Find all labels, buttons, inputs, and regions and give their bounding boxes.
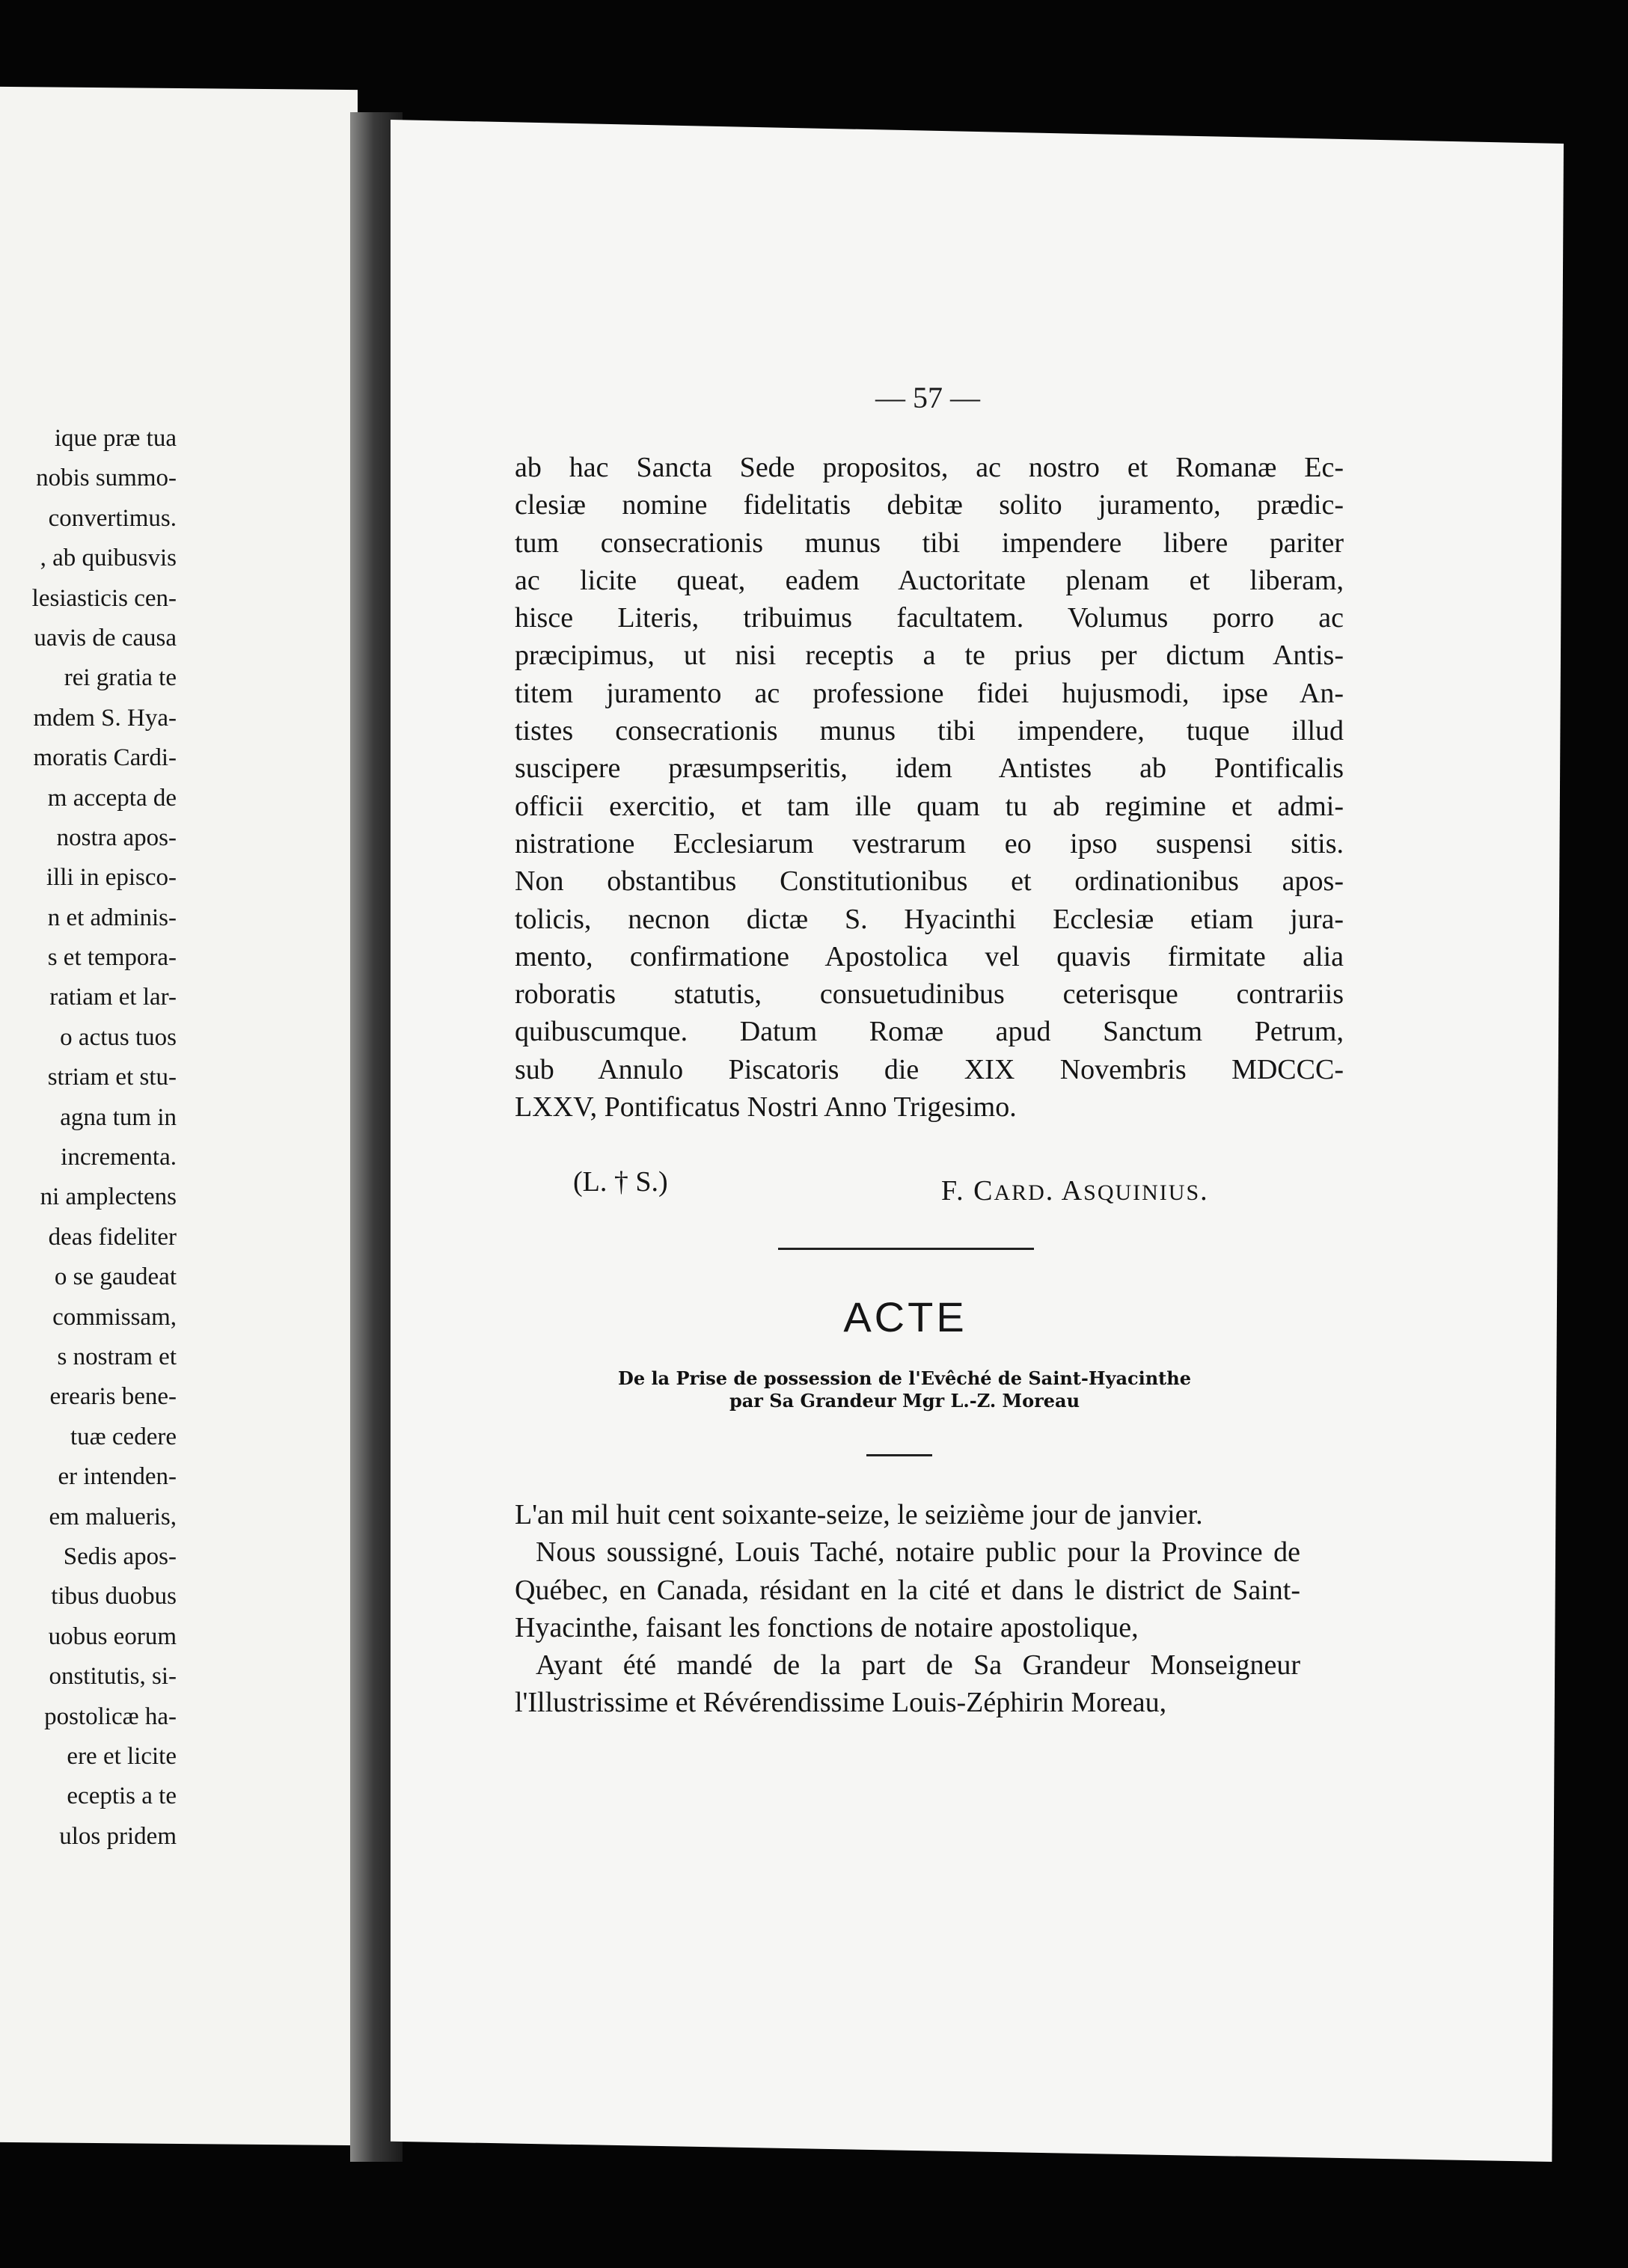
text-line: officii exercitio, et tam ille quam tu ab regimine et admi- (515, 790, 1344, 822)
text-line: clesiæ nomine fidelitatis debitæ solito juramento, prædic- (515, 489, 1344, 521)
left-line: o actus tuos (60, 1023, 177, 1051)
signature-part: F. C (941, 1175, 994, 1207)
left-line: em malueris, (49, 1503, 177, 1530)
left-line: moratis Cardi- (33, 744, 177, 772)
subtitle-line: De la Prise de possession de l'Evêché de Saint-Hyacinthe (618, 1367, 1191, 1389)
subtitle-line: par Sa Grandeur Mgr L.-Z. Moreau (729, 1390, 1080, 1412)
left-line: s nostram et (57, 1343, 177, 1370)
latin-text-block (515, 449, 1344, 1126)
left-line: agna tum in (60, 1103, 177, 1131)
text-line: tolicis, necnon dictæ S. Hyacinthi Ecclesiæ etiam jura- (515, 903, 1344, 935)
left-line: tuæ cedere (70, 1423, 177, 1450)
left-line: rei gratia te (64, 664, 177, 692)
left-line: onstitutis, si- (49, 1663, 177, 1691)
left-line: illi in episco- (46, 864, 177, 892)
text-line: sub Annulo Piscatoris die XIX Novembris MDCCC- (515, 1053, 1344, 1085)
left-line: s et tempora- (47, 944, 177, 972)
text-line: hisce Literis, tribuimus facultatem. Volumus porro ac (515, 602, 1344, 634)
text-line: mento, confirmatione Apostolica vel quavis firmitate alia (515, 940, 1344, 972)
signature-part: . (1200, 1175, 1209, 1207)
text-line: quibuscumque. Datum Romæ apud Sanctum Petrum, (515, 1016, 1344, 1048)
text-line: nistratione Ecclesiarum vestrarum eo ipso suspensi sitis. (515, 827, 1344, 859)
text-line: ab hac Sancta Sede propositos, ac nostro et Romanæ Ec- (515, 452, 1344, 483)
left-line: Sedis apos- (63, 1542, 177, 1570)
left-line: ique præ tua (54, 425, 177, 452)
section-subtitle (534, 1367, 1275, 1412)
left-line: uobus eorum (48, 1622, 177, 1650)
text-line: suscipere præsumpseritis, idem Antistes ab Pontificalis (515, 753, 1344, 785)
left-line: postolicæ ha- (44, 1702, 177, 1730)
left-line: ratiam et lar- (49, 984, 177, 1011)
text-line: roboratis statutis, consuetudinibus ceterisque contrariis (515, 978, 1344, 1011)
left-page-text (0, 419, 177, 1857)
french-text-block (515, 1496, 1300, 1722)
section-title: ACTE (843, 1293, 967, 1340)
left-line: er intenden- (58, 1463, 177, 1491)
paragraph: Ayant été mandé de la part de Sa Grandeur Monseigneur l'Illustrissime et Révérendissime Louis-Zéphirin Moreau, (515, 1649, 1300, 1719)
text-line: tistes consecrationis munus tibi impendere, tuque illud (515, 715, 1344, 747)
right-page (391, 120, 1564, 2162)
signature (941, 1174, 1209, 1207)
left-line: mdem S. Hya- (33, 704, 177, 732)
short-divider (866, 1454, 932, 1456)
text-line: ac licite queat, eadem Auctoritate plenam et liberam, (515, 564, 1344, 596)
left-line: ni amplectens (40, 1183, 177, 1211)
left-line: m accepta de (47, 784, 177, 812)
left-line: striam et stu- (47, 1064, 177, 1091)
left-line: lesiasticis cen- (31, 584, 177, 612)
left-line: uavis de causa (34, 624, 177, 652)
left-line: o se gaudeat (54, 1263, 177, 1291)
left-line: deas fideliter (48, 1223, 177, 1251)
left-line: commissam, (52, 1303, 177, 1331)
signature-part: SQUINIUS (1083, 1180, 1201, 1205)
signature-part: ARD (994, 1180, 1046, 1205)
page-number: — 57 — (875, 381, 980, 414)
text-line: titem juramento ac professione fidei hujusmodi, ipse An- (515, 677, 1344, 709)
text-line: LXXV, Pontificatus Nostri Anno Trigesimo. (515, 1091, 1017, 1124)
text-line: præcipimus, ut nisi receptis a te prius per dictum Antis- (515, 640, 1344, 672)
left-line: erearis bene- (49, 1383, 177, 1411)
section-divider (778, 1248, 1034, 1250)
seal-mark: (L. † S.) (573, 1166, 668, 1198)
text-line: Non obstantibus Constitutionibus et ordinationibus apos- (515, 865, 1344, 898)
paragraph: Nous soussigné, Louis Taché, notaire public pour la Province de Québec, en Canada, résidant en la cité et dans le district de Saint-Hyacinthe, faisant les fonctions de notaire apostolique, (515, 1536, 1300, 1643)
left-line: , ab quibusvis (40, 545, 177, 572)
left-line: eceptis a te (67, 1783, 177, 1810)
left-line: incrementa. (61, 1144, 177, 1171)
left-line: nostra apos- (56, 824, 177, 851)
left-line: nobis summo- (36, 465, 177, 492)
left-line: n et adminis- (47, 904, 177, 931)
left-line: tibus duobus (51, 1583, 177, 1610)
left-line: convertimus. (48, 504, 177, 532)
signature-part: . A (1045, 1175, 1084, 1207)
left-line: ulos pridem (59, 1822, 177, 1850)
paragraph: L'an mil huit cent soixante-seize, le seizième jour de janvier. (515, 1499, 1203, 1530)
left-line: ere et licite (67, 1742, 177, 1770)
text-line: tum consecrationis munus tibi impendere libere pariter (515, 527, 1344, 559)
